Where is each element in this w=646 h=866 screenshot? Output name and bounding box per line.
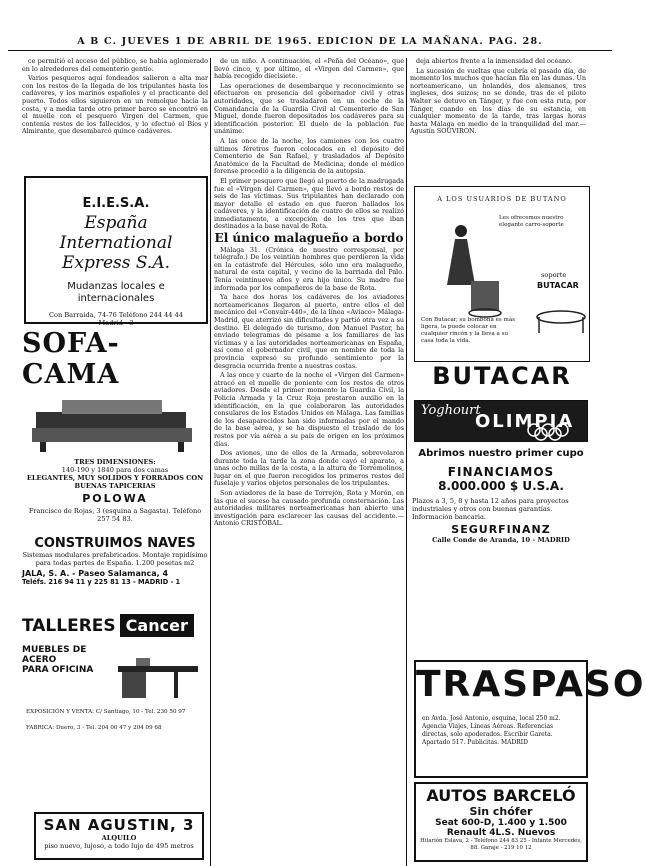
ad-desc: Sistemas modulares prefabricados. Montaje rapidísimo para todas partes de España. 1.200 pesetas m2 [22, 551, 208, 567]
butacar-logo: BUTACAR [432, 362, 572, 390]
ad-yoghourt [414, 400, 588, 442]
ad-eiesa [24, 176, 208, 327]
ad-address: Hilarión Eslava, 2 - Teléfono 244 83 25 - Infante Mercedes, 88. Garaje - 219 10 12 [420, 838, 582, 851]
ad-talleres: TALLERES [22, 615, 116, 636]
paragraph: La sucesión de vueltas que cubría el pasado día, de momento los muchos que hacían fila en las dunas. Un norteamericano, un holandés, dos alemanes, tres ingleses, dos suizos; no se dónde, tras de el piloto Walter se detuvo en Tánger, y fue con esta ruta, por Tánger, cuando en los días de su estancia, en cualquier momento de la tarde, tras largas horas hasta Málaga en medio de la tranquilidad del mar.—Agustín SOUVIRON. [410, 66, 586, 136]
ad-caption: soporte [541, 271, 567, 279]
ad-sanagustin [34, 812, 204, 860]
paragraph: ce permitió el acceso del público, se había aglomerado en lo alrededores del cementerio gentío. [22, 57, 208, 73]
ad-autos [414, 782, 588, 862]
ad-sofacama [22, 328, 208, 523]
ad-naves [22, 536, 208, 598]
paragraph: deja abiertos frente a la inmensidad del océano. [416, 57, 572, 65]
paragraph: El primer pesquero que llegó al puerto de la madrugada fue el «Virgen del Carmen», que llevó a bordo restos de seis de las víctimas. Sus tripulantes han declarado con mayor detalle el estado en que fueron hallados los cadáveres, y la identificación de cuatro de ellos se realizó inmediatamente, a excepción de los tres que iban destinados a la base naval de Rota. [214, 176, 404, 231]
ad-dims: 140-190 y 1840 para dos camas [61, 466, 169, 474]
ad-address: Francisco de Rojas, 3 (esquina a Sagasta). Teléfono 257 54 83. [28, 507, 202, 523]
ad-sub: Sin chófer [469, 805, 533, 818]
ad-butano [414, 186, 590, 362]
ad-service: Mudanzas locales e internacionales [67, 281, 165, 304]
sofa-illustration [22, 392, 208, 458]
ad-brand: Cancer [120, 614, 194, 637]
ad-company: JALA, S. A. - Paseo Salamanca, 4 [22, 569, 169, 578]
ad-line: Renault 4L.S. Nuevos [446, 828, 556, 838]
ad-amount: 8.000.000 $ U.S.A. [438, 479, 564, 493]
ad-line: Seat 600-D, 1.400 y 1.500 [435, 818, 567, 828]
ad-desc: ELEGANTES, MUY SOLIDOS Y FORRADOS CON BUENAS TAPICERIAS [26, 474, 204, 490]
column-divider [210, 58, 211, 866]
ad-phones: Teléfs. 216 94 11 y 225 81 13 - MADRID - 1 [22, 578, 181, 586]
ad-expo: EXPOSICIÓN Y VENTA: C/ Santiago, 10 - Tel. 230 50 97 [26, 709, 186, 715]
article-subhead: El único malagueño a bordo [214, 231, 404, 246]
ad-line: ACERO [22, 655, 57, 665]
ad-address: Con Barraida, 74-76 Teléfono 244 44 44 [48, 311, 183, 319]
paragraph: Ya hace dos horas los cadáveres de los aviadores norteamericanos llegaron al puerto, entre ellos el del mecánico del «Convair-440», de la línea «Aviaco» Málaga-Madrid, que aterrizó sin dificultades y partió otra vez a su destino. El delegado de turismo, don Manuel Pastor, ha enviado telegramas de pésame a los familiares de las víctimas y a las autoridades norteamericanas en España, así como el gobernador civil, que en nombre de toda la provincia expresó su profundo sentimiento por la desgracia ocurrida frente a nuestras costas. [214, 293, 404, 370]
ad-title: AUTOS BARCELÓ [426, 786, 576, 805]
paragraph: Las operaciones de desembarque y reconocimiento se efectuaron en presencia del gobernador civil y otras autoridades, que se trasladaron en un coche de la Comandancia de la Guardia Civil al Cementerio de San Miguel, donde fueron depositados los cadáveres para su identificación posterior. El duelo de la población fue unánime. [214, 81, 404, 136]
ad-brand-row [22, 614, 208, 637]
ad-title: CONSTRUIMOS NAVES [34, 536, 196, 551]
page-header: A B C. JUEVES 1 DE ABRIL DE 1965. EDICION DE LA MAÑANA. PAG. 28. [8, 36, 612, 51]
paragraph: Varios pesqueros aquí fondeados salieron a alta mar con los restos de la llegada de los tripulantes hasta los cadáveres, y los marinos españoles y el practicante del puerto. Todos ellos siguieron en un remolque hacia la costa, y a media tarde otro primer barco se encontró en el muelle con el pesquero Virgen del Carmen, que contenía restos de los fallecidos, y lo efectuó el Bíos y Almirante, que desembarcó quince cadáveres. [22, 74, 208, 136]
ad-note: Con Butacar, su bombona es más ligera, la puede colocar en cualquier rincón y la lleva a su casa toda la vida. [421, 317, 516, 344]
ad-cancer [22, 604, 208, 740]
ad-segurfinanz [412, 448, 590, 548]
ad-brand: OLIMPIA [475, 411, 575, 432]
ad-address: Calle Conde de Aranda, 10 - MADRID [432, 536, 570, 544]
ad-fabrica: FABRICA: Duero, 3 - Tel. 204 00 47 y 204 09 68 [26, 725, 162, 731]
ad-title: SOFA-CAMA [22, 328, 120, 390]
desk-illustration [114, 656, 204, 700]
article-column-2 [214, 58, 404, 858]
ad-top: A LOS USUARIOS DE BUTANO [437, 195, 567, 203]
ad-city: Madrid - 3 [98, 319, 134, 327]
ad-line: MUEBLES DE [22, 645, 87, 655]
ad-brand: SEGURFINANZ [451, 523, 551, 536]
ad-brand-small: BUTACAR [537, 281, 579, 290]
ad-desc: en Avda. José Antonio, esquina, local 250 m2. Agencia Viajes, Líneas Aéreas. Referencias directas, solo apoderados. Escribir Gareta. Apartado 517. Publicitas. MADRID [422, 715, 561, 746]
paragraph: de un niño. A continuación, el «Peña del Océano», que llevó cinco, y, por último, el «Virgen del Carmen», que había recogido diecisiete. [214, 57, 404, 81]
ad-script: Yoghourt [421, 403, 481, 418]
ad-title: TRASPASO [416, 664, 646, 705]
paragraph: Málaga 31. (Crónica de nuestro corresponsal, por telégrafo.) De los veintiún hombres que perdieron la vida en la catástrofe del Hércules, sólo uno era malagueño, natural de esta capital, y vecino de la barriada del Palo. Tenía veintinueve años y era hijo único. Su madre fue informada por los compañeros de la base de Rota. [214, 245, 404, 292]
ad-line: PARA OFICINA [22, 665, 94, 675]
article-column-1 [22, 57, 208, 136]
column-divider [406, 58, 407, 866]
ad-fin: FINANCIAMOS [447, 465, 555, 479]
ad-dims-title: TRES DIMENSIONES: [74, 458, 156, 466]
ad-top: Abrimos nuestro primer cupo [418, 448, 584, 459]
ad-line: España International [59, 213, 173, 253]
ad-brand: POLOWA [82, 492, 148, 505]
ad-sub: ALQUILO [101, 834, 137, 842]
ad-line: Express S.A. [61, 253, 171, 273]
ad-title: SAN AGUSTIN, 3 [43, 816, 195, 834]
ad-traspaso [414, 660, 646, 778]
ad-desc: piso nuevo, lujoso, a todo lujo de 495 metros [44, 842, 194, 850]
article-column-3 [410, 58, 586, 180]
ad-pitch: Les ofrecemos nuestro elegante carro-soporte [499, 215, 564, 228]
paragraph: A las once de la noche, los camiones con los cuatro últimos féretros fueron colocados en el depósito del Cementerio de San Rafael, y trasladados al Depósito Anatómico de la Facultad de Medicina, donde el médico forense procedió a la diligencia de la autopsia. [214, 136, 404, 176]
olympic-rings-icon [525, 423, 585, 441]
paragraph: A las once y cuarto de la noche el «Virgen del Carmen» atracó en el muelle de poniente con los restos de otros aviadores. Desde el primer momento la Guardia Civil, la Policía Armada y la Cruz Roja prestaron auxilio en la identificación, en la que colaboraron las autoridades consulares de los Estados Unidos en Málaga. Las familias de los desaparecidos han sido informadas por el mando de la base aérea, y se ha dispuesto el traslado de los restos por vía aérea a su país de origen en los próximos días. [214, 371, 404, 448]
ad-brand: E.I.E.S.A. [82, 196, 150, 211]
ad-desc: Plazos a 3, 5, 8 y hasta 12 años para proyectos industriales y otros con buenas garantías. Información bancaria. [412, 497, 569, 521]
paragraph: Son aviadores de la base de Torrejón, Rota y Morón, en las que el suceso ha causado profunda consternación. Las autoridades militares norteamericanas han abierto una investigación para esclarecer las causas del accidente.—Antonio CRISTÓBAL. [214, 489, 404, 528]
paragraph: Dos aviones, uno de ellos de la Armada, sobrevolaron durante toda la tarde la zona donde cayó el aparato, a unas ocho millas de la costa, a la altura de Torremolinos, lugar en el que fueron recogidos los primeros restos del fuselaje y varios objetos personales de los tripulantes. [214, 449, 404, 488]
